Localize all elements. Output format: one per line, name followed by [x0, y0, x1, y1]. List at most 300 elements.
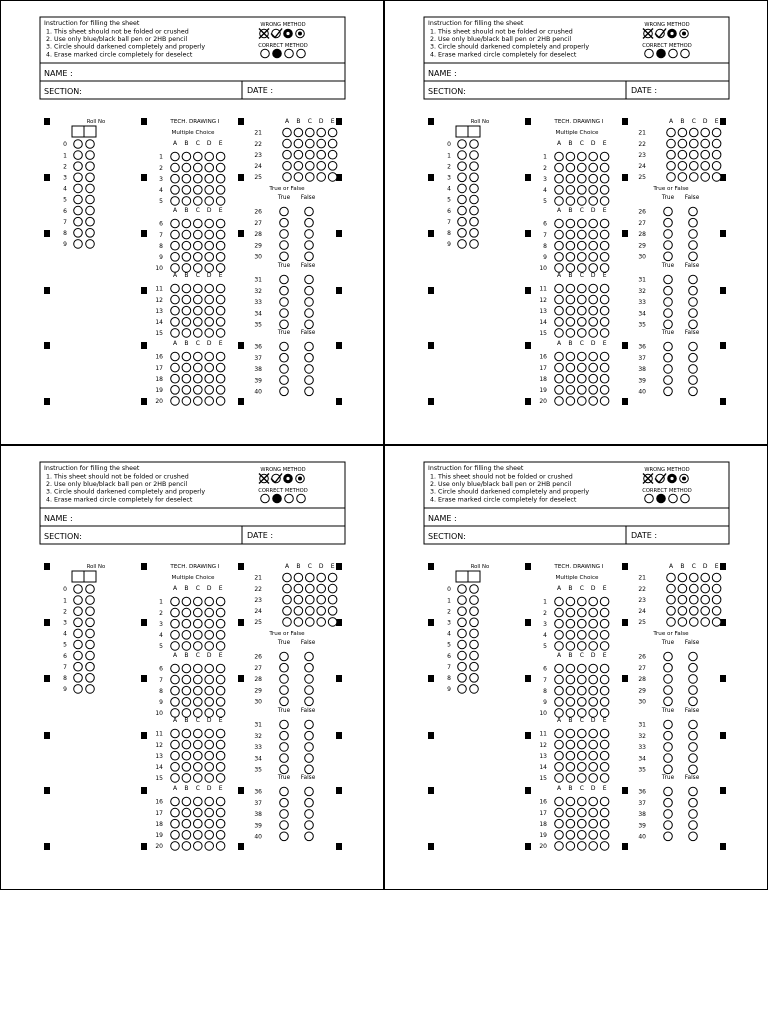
answer-sheet-4: [384, 445, 768, 890]
answer-bubble: [555, 186, 564, 195]
timing-mark: [622, 619, 628, 626]
answer-bubble: [194, 619, 203, 628]
answer-bubble: [600, 186, 609, 195]
answer-bubble: [182, 842, 191, 851]
answer-bubble: [216, 374, 225, 383]
answer-bubble: [171, 295, 180, 304]
correct-example-filled: [273, 49, 282, 58]
option-letter: B: [680, 118, 685, 125]
answer-bubble: [205, 664, 214, 673]
timing-mark: [336, 118, 342, 125]
option-letter: E: [218, 340, 223, 347]
instruction-item: 2. Use only blue/black ball pen or 2HB pencil: [430, 481, 572, 489]
answer-bubble: [194, 740, 203, 749]
answer-bubble: [555, 163, 564, 172]
answer-bubble: [566, 197, 575, 206]
answer-bubble: [294, 607, 303, 616]
answer-bubble: [171, 763, 180, 772]
answer-bubble: [555, 264, 564, 273]
answer-bubble: [182, 631, 191, 640]
answer-bubble: [182, 397, 191, 406]
answer-bubble: [294, 573, 303, 582]
answer-bubble: [216, 219, 225, 228]
answer-bubble: [171, 709, 180, 718]
question-number: 37: [638, 799, 646, 807]
true-bubble: [664, 731, 673, 740]
answer-bubble: [205, 608, 214, 617]
timing-mark: [141, 398, 147, 405]
roll-digit-label: 6: [63, 652, 67, 660]
option-letter: E: [218, 207, 223, 214]
name-label: NAME :: [44, 514, 73, 523]
false-bubble: [305, 298, 314, 307]
answer-bubble: [566, 631, 575, 640]
option-letter: D: [590, 717, 596, 724]
answer-bubble: [600, 751, 609, 760]
instruction-item: 2. Use only blue/black ball pen or 2HB pencil: [46, 481, 188, 489]
option-letter: E: [602, 272, 607, 279]
true-header: True: [661, 195, 675, 201]
timing-mark: [622, 675, 628, 682]
question-number: 2: [159, 164, 163, 172]
answer-bubble: [555, 631, 564, 640]
roll-bubble: [74, 151, 83, 160]
question-number: 30: [638, 253, 646, 261]
answer-bubble: [678, 584, 687, 593]
true-bubble: [280, 821, 289, 830]
false-header: False: [684, 708, 700, 714]
question-number: 34: [638, 755, 646, 763]
answer-bubble: [555, 374, 564, 383]
multiple-choice-label: Multiple Choice: [555, 130, 599, 136]
false-bubble: [305, 675, 314, 684]
option-letter: D: [590, 785, 596, 792]
false-header: False: [684, 263, 700, 269]
timing-mark: [141, 732, 147, 739]
question-number: 13: [539, 752, 547, 760]
question-number: 33: [638, 744, 646, 752]
timing-mark: [336, 675, 342, 682]
answer-bubble: [205, 219, 214, 228]
answer-bubble: [589, 740, 598, 749]
answer-bubble: [216, 163, 225, 172]
correct-example-empty: [645, 494, 654, 503]
roll-bubble: [470, 195, 479, 204]
question-number: 15: [155, 330, 163, 338]
false-bubble: [689, 720, 698, 729]
timing-mark: [336, 287, 342, 294]
instruction-item: 4. Erase marked circle completely for deselect: [46, 51, 193, 59]
option-letter: A: [172, 785, 178, 792]
answer-bubble: [328, 128, 337, 137]
timing-mark: [720, 732, 726, 739]
roll-bubble: [74, 651, 83, 660]
answer-bubble: [182, 197, 191, 206]
question-number: 25: [638, 619, 646, 627]
answer-bubble: [216, 295, 225, 304]
question-number: 5: [159, 643, 163, 651]
answer-bubble: [216, 842, 225, 851]
roll-bubble: [86, 162, 95, 171]
timing-mark: [141, 787, 147, 794]
roll-bubble: [470, 184, 479, 193]
option-letter: C: [579, 207, 584, 214]
roll-bubble: [458, 674, 467, 683]
dot-mark: [298, 477, 302, 481]
roll-bubble: [74, 596, 83, 605]
answer-bubble: [600, 197, 609, 206]
answer-bubble: [566, 253, 575, 262]
answer-bubble: [578, 740, 587, 749]
answer-bubble: [216, 152, 225, 161]
false-bubble: [689, 832, 698, 841]
false-bubble: [689, 731, 698, 740]
answer-bubble: [589, 819, 598, 828]
roll-bubble: [470, 585, 479, 594]
roll-bubble: [86, 195, 95, 204]
answer-bubble: [578, 306, 587, 315]
answer-bubble: [171, 152, 180, 161]
answer-bubble: [555, 819, 564, 828]
answer-bubble: [555, 698, 564, 707]
answer-bubble: [589, 619, 598, 628]
timing-mark: [141, 675, 147, 682]
question-number: 3: [543, 620, 547, 628]
answer-bubble: [205, 284, 214, 293]
roll-digit-label: 0: [63, 141, 67, 149]
answer-bubble: [216, 230, 225, 239]
question-number: 9: [159, 699, 163, 706]
question-number: 17: [155, 364, 163, 372]
timing-mark: [428, 287, 434, 294]
answer-bubble: [701, 162, 710, 171]
answer-bubble: [294, 162, 303, 171]
correct-example-empty: [285, 49, 294, 58]
true-bubble: [280, 743, 289, 752]
date-label: DATE :: [631, 86, 658, 95]
answer-bubble: [589, 808, 598, 817]
answer-bubble: [555, 352, 564, 361]
option-letter: B: [296, 563, 301, 570]
answer-bubble: [216, 698, 225, 707]
roll-bubble: [86, 662, 95, 671]
question-number: 37: [254, 354, 262, 362]
timing-mark: [525, 342, 531, 349]
roll-digit-label: 8: [63, 675, 67, 682]
answer-bubble: [555, 241, 564, 250]
true-bubble: [280, 810, 289, 819]
question-number: 38: [638, 811, 646, 819]
answer-bubble: [194, 163, 203, 172]
option-letter: C: [579, 785, 584, 792]
answer-bubble: [600, 219, 609, 228]
true-header: True: [661, 708, 675, 714]
answer-bubble: [216, 608, 225, 617]
timing-mark: [141, 230, 147, 237]
answer-bubble: [283, 173, 292, 182]
roll-digit-label: 6: [63, 207, 67, 215]
answer-bubble: [216, 386, 225, 395]
roll-no-box: [84, 571, 96, 582]
question-number: 39: [638, 822, 646, 830]
question-number: 10: [539, 265, 547, 273]
answer-bubble: [566, 284, 575, 293]
false-bubble: [305, 832, 314, 841]
answer-bubble: [690, 139, 699, 148]
instructions-title: Instruction for filling the sheet: [44, 20, 140, 27]
answer-bubble: [712, 173, 721, 182]
option-letter: B: [184, 207, 189, 214]
answer-bubble: [589, 174, 598, 183]
instruction-item: 2. Use only blue/black ball pen or 2HB pencil: [430, 36, 572, 44]
timing-mark: [525, 230, 531, 237]
answer-bubble: [294, 595, 303, 604]
answer-bubble: [171, 608, 180, 617]
roll-digit-label: 1: [447, 597, 451, 605]
question-number: 15: [155, 775, 163, 783]
answer-bubble: [317, 139, 326, 148]
timing-mark: [238, 787, 244, 794]
answer-bubble: [566, 619, 575, 628]
question-number: 14: [155, 764, 163, 771]
answer-bubble: [578, 619, 587, 628]
timing-mark: [336, 563, 342, 570]
answer-bubble: [600, 763, 609, 772]
answer-bubble: [667, 607, 676, 616]
true-bubble: [280, 663, 289, 672]
false-bubble: [305, 810, 314, 819]
true-bubble: [280, 230, 289, 239]
answer-bubble: [182, 163, 191, 172]
option-letter: B: [568, 717, 573, 724]
option-letter: C: [195, 272, 200, 279]
answer-bubble: [182, 329, 191, 338]
answer-bubble: [294, 128, 303, 137]
false-bubble: [689, 241, 698, 250]
false-bubble: [305, 320, 314, 329]
true-bubble: [280, 275, 289, 284]
timing-mark: [336, 787, 342, 794]
answer-bubble: [589, 709, 598, 718]
answer-bubble: [712, 150, 721, 159]
question-number: 18: [155, 820, 163, 828]
false-header: False: [300, 775, 316, 781]
answer-bubble: [317, 150, 326, 159]
true-bubble: [664, 218, 673, 227]
answer-bubble: [306, 607, 315, 616]
roll-bubble: [458, 184, 467, 193]
answer-bubble: [701, 595, 710, 604]
answer-bubble: [600, 819, 609, 828]
timing-mark: [428, 342, 434, 349]
answer-bubble: [194, 709, 203, 718]
roll-digit-label: 2: [447, 163, 451, 171]
answer-bubble: [566, 642, 575, 651]
roll-bubble: [74, 162, 83, 171]
option-letter: C: [195, 207, 200, 214]
timing-mark: [428, 563, 434, 570]
answer-bubble: [678, 618, 687, 627]
answer-bubble: [600, 352, 609, 361]
answer-bubble: [578, 631, 587, 640]
answer-bubble: [182, 264, 191, 273]
correct-example-filled: [273, 494, 282, 503]
option-letter: E: [218, 140, 223, 147]
false-bubble: [689, 743, 698, 752]
question-number: 35: [254, 321, 262, 329]
answer-bubble: [194, 219, 203, 228]
answer-bubble: [589, 186, 598, 195]
question-number: 12: [155, 741, 163, 749]
option-letter: A: [284, 118, 290, 125]
answer-bubble: [678, 607, 687, 616]
answer-bubble: [205, 230, 214, 239]
timing-mark: [622, 398, 628, 405]
answer-bubble: [555, 686, 564, 695]
true-bubble: [280, 241, 289, 250]
answer-bubble: [555, 363, 564, 372]
answer-bubble: [600, 284, 609, 293]
question-number: 21: [638, 129, 646, 137]
answer-bubble: [205, 808, 214, 817]
question-number: 16: [539, 798, 547, 806]
option-letter: B: [184, 140, 189, 147]
roll-bubble: [458, 240, 467, 249]
question-number: 36: [638, 343, 646, 351]
roll-digit-label: 7: [447, 663, 451, 671]
question-number: 29: [254, 242, 262, 250]
question-number: 38: [254, 811, 262, 819]
answer-bubble: [216, 619, 225, 628]
option-letter: B: [184, 272, 189, 279]
answer-bubble: [171, 264, 180, 273]
roll-bubble: [470, 607, 479, 616]
answer-bubble: [205, 152, 214, 161]
roll-bubble: [458, 629, 467, 638]
answer-bubble: [600, 374, 609, 383]
answer-bubble: [306, 173, 315, 182]
question-number: 10: [155, 710, 163, 718]
roll-digit-label: 6: [447, 652, 451, 660]
answer-bubble: [205, 186, 214, 195]
answer-bubble: [555, 831, 564, 840]
option-letter: B: [184, 340, 189, 347]
correct-example-empty: [681, 49, 690, 58]
roll-digit-label: 7: [63, 218, 67, 226]
timing-mark: [525, 732, 531, 739]
answer-bubble: [578, 284, 587, 293]
answer-bubble: [555, 318, 564, 327]
false-bubble: [689, 252, 698, 261]
answer-bubble: [555, 763, 564, 772]
roll-bubble: [458, 151, 467, 160]
option-letter: A: [172, 340, 178, 347]
roll-digit-label: 4: [447, 185, 451, 193]
question-number: 40: [254, 388, 262, 396]
answer-bubble: [205, 797, 214, 806]
roll-bubble: [470, 662, 479, 671]
instructions-title: Instruction for filling the sheet: [428, 20, 524, 27]
true-false-label: True or False: [653, 631, 689, 637]
subject-title: TECH. DRAWING I: [554, 119, 604, 125]
answer-bubble: [712, 128, 721, 137]
answer-bubble: [578, 363, 587, 372]
answer-bubble: [171, 774, 180, 783]
answer-bubble: [194, 808, 203, 817]
option-letter: C: [307, 118, 312, 125]
answer-bubble: [317, 573, 326, 582]
option-letter: D: [206, 340, 212, 347]
question-number: 12: [539, 296, 547, 304]
correct-example-empty: [681, 494, 690, 503]
answer-bubble: [182, 295, 191, 304]
question-number: 34: [254, 755, 262, 763]
question-number: 12: [155, 296, 163, 304]
ring-center: [670, 477, 673, 480]
timing-mark: [238, 619, 244, 626]
wrong-method-label: WRONG METHOD: [260, 22, 306, 28]
roll-no-box: [468, 126, 480, 137]
roll-bubble: [86, 685, 95, 694]
timing-mark: [525, 675, 531, 682]
answer-bubble: [182, 729, 191, 738]
answer-bubble: [171, 241, 180, 250]
answer-bubble: [182, 675, 191, 684]
true-bubble: [664, 241, 673, 250]
question-number: 7: [159, 676, 163, 684]
true-bubble: [280, 675, 289, 684]
answer-bubble: [589, 797, 598, 806]
question-number: 16: [155, 353, 163, 361]
option-letter: E: [602, 207, 607, 214]
timing-mark: [720, 342, 726, 349]
timing-mark: [141, 843, 147, 850]
answer-bubble: [600, 597, 609, 606]
option-letter: D: [590, 140, 596, 147]
ring-center: [286, 32, 289, 35]
false-bubble: [689, 697, 698, 706]
answer-bubble: [216, 197, 225, 206]
answer-bubble: [578, 642, 587, 651]
roll-no-box: [72, 571, 84, 582]
true-header: True: [661, 775, 675, 781]
roll-no-box: [84, 126, 96, 137]
roll-digit-label: 6: [447, 207, 451, 215]
answer-bubble: [667, 173, 676, 182]
answer-bubble: [566, 740, 575, 749]
dot-mark: [298, 32, 302, 36]
answer-bubble: [216, 363, 225, 372]
answer-bubble: [294, 584, 303, 593]
answer-bubble: [690, 162, 699, 171]
true-bubble: [280, 365, 289, 374]
answer-bubble: [600, 397, 609, 406]
answer-bubble: [566, 186, 575, 195]
false-bubble: [305, 275, 314, 284]
question-number: 25: [254, 619, 262, 627]
multiple-choice-label: Multiple Choice: [171, 575, 215, 581]
answer-bubble: [182, 686, 191, 695]
question-number: 2: [543, 609, 547, 617]
true-bubble: [664, 252, 673, 261]
true-bubble: [664, 230, 673, 239]
roll-bubble: [74, 662, 83, 671]
question-number: 12: [539, 741, 547, 749]
answer-bubble: [600, 318, 609, 327]
timing-mark: [428, 732, 434, 739]
answer-sheet-3: [0, 445, 384, 890]
question-number: 24: [254, 163, 262, 170]
